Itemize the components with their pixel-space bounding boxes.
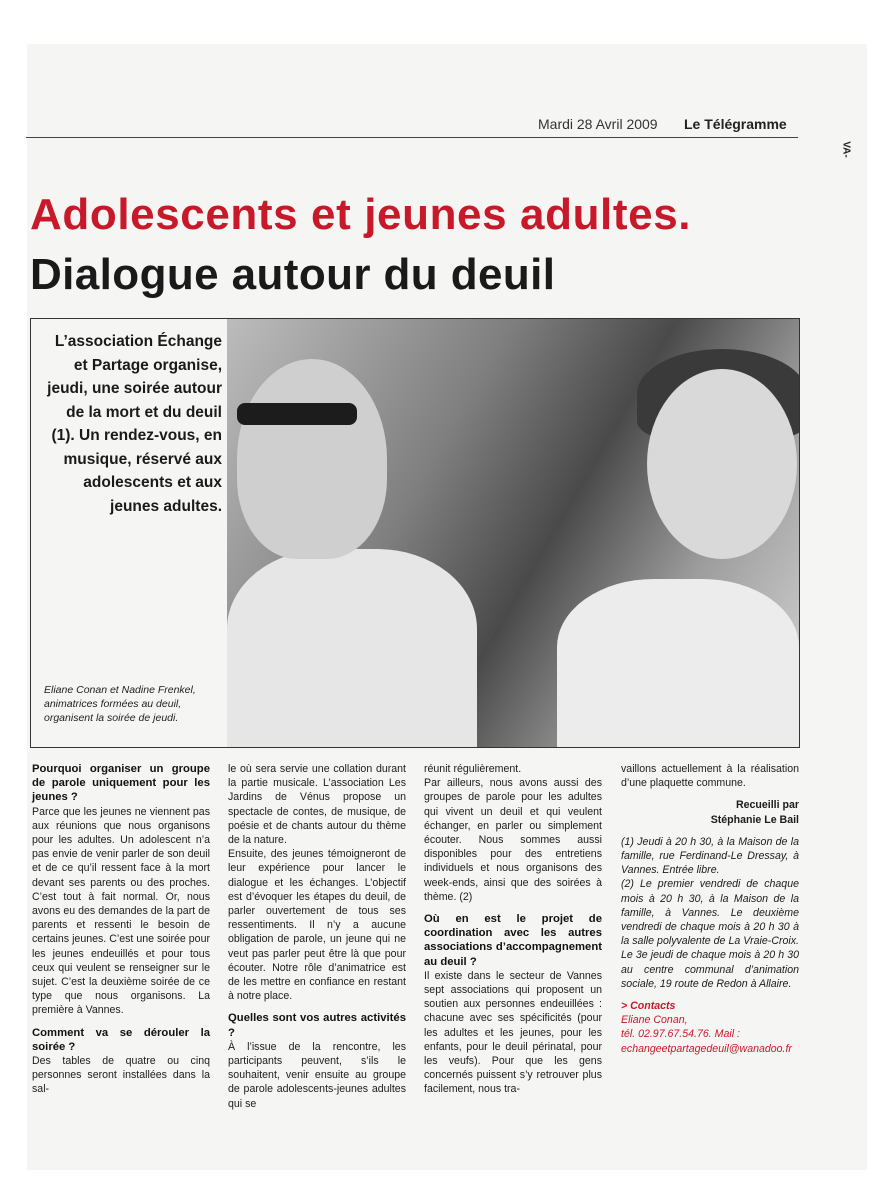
credit-line: Recueilli par [736,799,799,812]
sunglasses [237,403,357,425]
question-heading: Comment va se dérouler la soirée ? [32,1026,210,1053]
newspaper-name: Le Télégramme [684,116,787,132]
article-column-4 [621,762,799,1056]
answer-paragraph: Parce que les jeunes ne viennent pas aux réunions que nous organisons pour les adultes. Un adolescent n’a pas envie de venir parler de son deuil et de ce qu’il ressent face à la mort devant ses parents ou des proches. C’est tout à fait normal. Or, nous avons eu des demandes de la part de parents et ressenti le besoin de certains jeunes. C’est une soirée pour les jeunes endeuillés et pour tous ceux qui veulent se renseigner sur le sujet. C’est la deuxième soirée de ce type que nous organisons. La première à Vannes. [32,805,210,1017]
answer-paragraph: réunit régulièrement. [424,763,522,775]
answer-paragraph: Ensuite, des jeunes témoigneront de leur expérience pour lancer le dialogue et les échanges. L’objectif est d’évoquer les étapes du deuil, de parler ouvertement de tous ses ressentiments. Il n’y a aucune obligation de parole, un jeune qui ne veut pas parler peut être là que pour écouter. Notre rôle d’animatrice est de les mettre en confiance en restant à notre place. [228,848,406,1003]
answer-paragraph: Des tables de quatre ou cinq personnes seront installées dans la sal- [32,1055,210,1096]
contact-name: Eliane Conan, [621,1014,688,1027]
article-column-1 [32,762,210,1097]
footnote-1: (1) Jeudi à 20 h 30, à la Maison de la famille, rue Ferdinand-Le Dressay, à Vannes. Entrée libre. [621,835,799,877]
author-name: Stéphanie Le Bail [710,813,799,826]
side-mark: VA- [840,141,852,158]
contact-phone: tél. 02.97.67.54.76. Mail : [621,1028,740,1041]
question-heading: Quelles sont vos autres activités ? [228,1012,406,1039]
question-heading: Pourquoi organiser un groupe de parole uniquement pour les jeunes ? [32,763,210,804]
question-heading: Où en est le projet de coordination avec les autres associations d’accompagnement au deuil ? [424,913,602,968]
answer-paragraph: le où sera servie une collation durant la partie musicale. L’association Les Jardins de Vénus propose un spectacle de contes, de musique, de poésie et de chants autour du thème de la nature. [228,763,406,847]
person-right-body [557,579,799,747]
header-rule [26,137,798,138]
photo-caption: Eliane Conan et Nadine Frenkel, animatrices formées au deuil, organisent la soirée de jeudi. [44,684,196,724]
headline-sub: Dialogue autour du deuil [30,250,556,299]
answer-paragraph: Il existe dans le secteur de Vannes sept associations qui proposent un soutien aux personnes endeuillées : chacune avec ses spécificités (pour les adultes et les jeunes, pour les enfants, pour le deuil périnatal, pour les veufs). Pour que les gens concernés puissent s’y retrouver plus facilement, nous tra- [424,969,602,1096]
contacts-heading: > Contacts [621,1000,676,1013]
footnote-2: (2) Le premier vendredi de chaque mois à 20 h 30, à la Maison de la famille, à Vannes. Le deuxième vendredi de chaque mois à 20 h 30 à la salle polyvalente de La Vraie-Croix. Le 3e jeudi de chaque mois à 20 h 30 au centre communal d’animation sociale, 19 route de Redon à Allaire. [621,878,799,990]
header-date: Mardi 28 Avril 2009 [538,116,658,132]
photo [227,319,799,747]
person-right-face [647,369,797,559]
article-column-3 [424,762,602,1097]
person-left-face [237,359,387,559]
article-column-2 [228,762,406,1111]
intro-text: L’association Échange et Partage organise, jeudi, une soirée autour de la mort et du deuil (1). Un rendez-vous, en musique, réservé aux adolescents et aux jeunes adultes. [47,333,222,515]
answer-paragraph: À l’issue de la rencontre, les participants peuvent, s’ils le souhaitent, venir ensuite au groupe de parole adolescents-jeunes adultes qui se [228,1040,406,1110]
answer-paragraph: Par ailleurs, nous avons aussi des groupes de parole pour les adultes qui vivent un deuil et qui veulent échanger, en parler ou simplement écouter. Nous sommes aussi disponibles pour des entretiens individuels et nous organisons des week-ends, ainsi que des soirées à thème. (2) [424,777,602,903]
person-left-body [227,549,477,747]
headline-main: Adolescents et jeunes adultes. [30,190,692,239]
contact-email[interactable]: echangeetpartagedeuil@wanadoo.fr [621,1042,792,1055]
answer-paragraph: vaillons actuellement à la réalisation d’une plaquette commune. [621,763,799,790]
